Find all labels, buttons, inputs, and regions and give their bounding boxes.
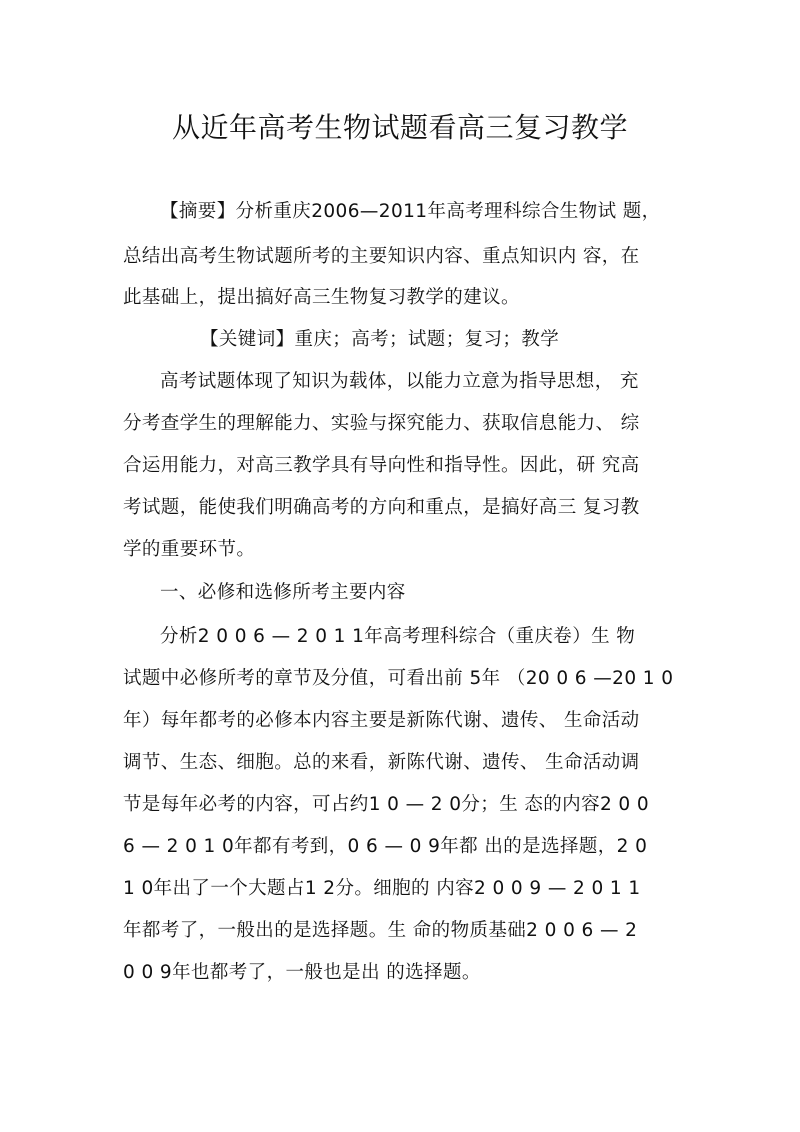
keywords-line: 【关键词】重庆；高考；试题；复习；教学 bbox=[200, 329, 560, 350]
abstract-line-1: 【摘要】分析重庆2006—2011年高考理科综合生物试 题， bbox=[160, 201, 661, 222]
intro-line-5: 学的重要环节。 bbox=[123, 539, 256, 560]
abstract-line-2: 总结出高考生物试题所考的主要知识内容、重点知识内 容，在 bbox=[123, 246, 640, 267]
intro-line-3: 合运用能力，对高三教学具有导向性和指导性。因此，研 究高 bbox=[123, 455, 640, 476]
abstract-line-3: 此基础上，提出搞好高三生物复习教学的建议。 bbox=[123, 287, 520, 308]
intro-line-4: 考试题，能使我们明确高考的方向和重点，是搞好高三 复习教 bbox=[123, 497, 640, 518]
section-line-8: 年都考了，一般出的是选择题。生 命的物质基础2 0 0 6 — 2 bbox=[123, 920, 638, 941]
document-title: 从近年高考生物试题看高三复习教学 bbox=[171, 111, 628, 144]
section-line-1: 分析2 0 0 6 — 2 0 1 1年高考理科综合（重庆卷）生 物 bbox=[160, 626, 636, 647]
section-line-9: 0 0 9年也都考了，一般也是出 的选择题。 bbox=[123, 962, 481, 983]
intro-line-1: 高考试题体现了知识为载体，以能力立意为指导思想， 充 bbox=[160, 371, 639, 392]
section-line-4: 调节、生态、细胞。总的来看，新陈代谢、遗传、 生命活动调 bbox=[123, 752, 640, 773]
section-line-3: 年）每年都考的必修本内容主要是新陈代谢、遗传、 生命活动 bbox=[123, 710, 640, 731]
section-line-7: 1 0年出了一个大题占1 2分。细胞的 内容2 0 0 9 — 2 0 1 1 bbox=[123, 878, 641, 899]
section-line-2: 试题中必修所考的章节及分值，可看出前 5年 （20 0 6 —20 1 0 bbox=[123, 668, 674, 689]
intro-line-2: 分考查学生的理解能力、实验与探究能力、获取信息能力、 综 bbox=[123, 413, 640, 434]
section-line-5: 节是每年必考的内容，可占约1 0 — 2 0分；生 态的内容2 0 0 bbox=[123, 794, 650, 815]
section-heading: 一、必修和选修所考主要内容 bbox=[160, 582, 406, 603]
section-line-6: 6 — 2 0 1 0年都有考到，0 6 — 0 9年都 出的是选择题，2 0 bbox=[123, 836, 648, 857]
